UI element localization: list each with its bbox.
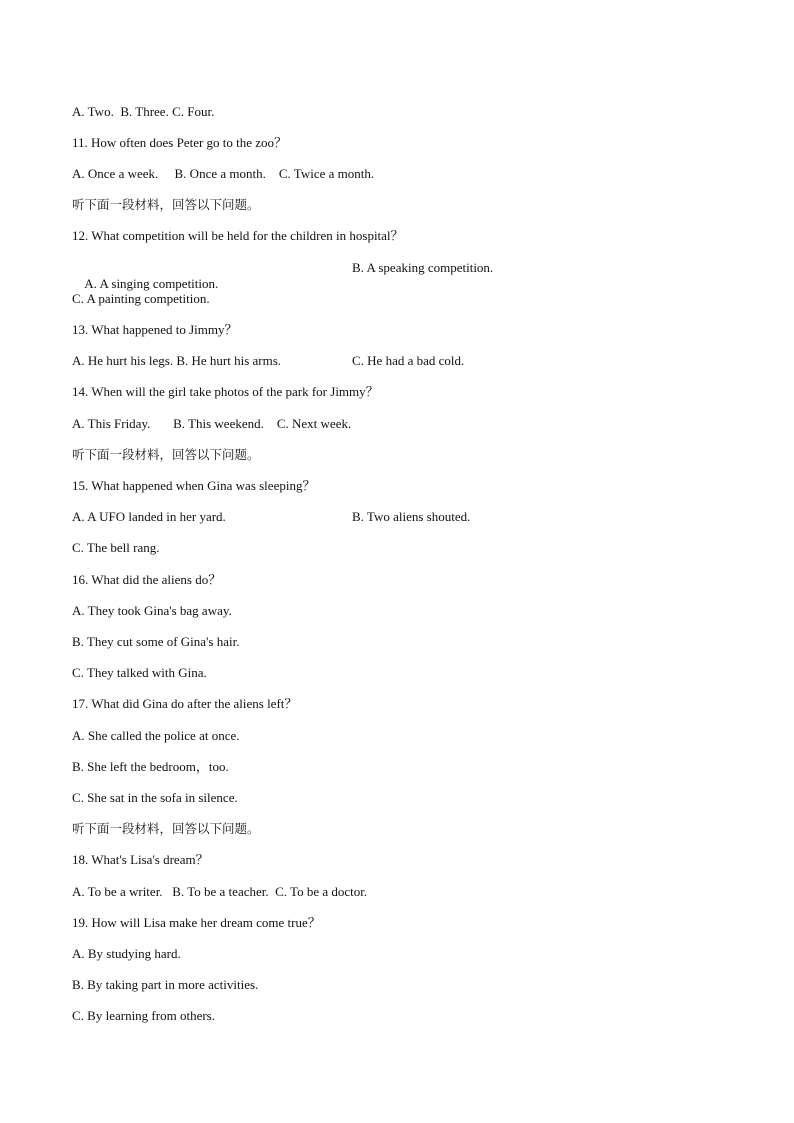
answer-option-a: A. They took Gina's bag away. <box>72 603 232 618</box>
answer-options: A. A UFO landed in her yard. <box>72 509 226 524</box>
answer-option-a: A. By studying hard. <box>72 946 181 961</box>
answer-option-c: C. She sat in the sofa in silence. <box>72 790 238 805</box>
question-17: 17. What did Gina do after the aliens left？ <box>72 696 298 711</box>
section-instruction: 听下面一段材料，回答以下问题。 <box>72 197 260 212</box>
question-12: 12. What competition will be held for the children in hospital？ <box>72 228 404 243</box>
answer-option-a: A. She called the police at once. <box>72 728 240 743</box>
question-13: 13. What happened to Jimmy？ <box>72 322 238 337</box>
question-19: 19. How will Lisa make her dream come true？ <box>72 915 321 930</box>
answer-options: A. He hurt his legs. B. He hurt his arms. <box>72 353 282 368</box>
section-instruction: 听下面一段材料，回答以下问题。 <box>72 447 260 462</box>
question-15: 15. What happened when Gina was sleeping？ <box>72 478 316 493</box>
answer-option-c: C. They talked with Gina. <box>72 665 207 680</box>
answer-option-c: C. The bell rang. <box>72 540 160 555</box>
answer-option-b: B. They cut some of Gina's hair. <box>72 634 240 649</box>
question-18: 18. What's Lisa's dream？ <box>72 852 209 867</box>
section-instruction: 听下面一段材料，回答以下问题。 <box>72 821 260 836</box>
answer-option-c: C. He had a bad cold. <box>352 353 465 368</box>
answer-option-b: B. Two aliens shouted. <box>352 509 471 524</box>
question-14: 14. When will the girl take photos of the park for Jimmy？ <box>72 384 379 399</box>
answer-options: A. This Friday. B. This weekend. C. Next week. <box>72 416 352 431</box>
answer-option-c: C. By learning from others. <box>72 1008 215 1023</box>
question-16: 16. What did the aliens do？ <box>72 572 222 587</box>
answer-option-c: C. A painting competition. <box>72 291 210 306</box>
answer-options: A. A singing competition. <box>84 276 219 291</box>
answer-options: A. To be a writer. B. To be a teacher. C. To be a doctor. <box>72 884 368 899</box>
answer-option-b: B. A speaking competition. <box>352 260 494 275</box>
answer-options: A. Two. B. Three. C. Four. <box>72 104 215 119</box>
question-11: 11. How often does Peter go to the zoo？ <box>72 135 288 150</box>
answer-options: A. Once a week. B. Once a month. C. Twice a month. <box>72 166 375 181</box>
answer-option-b: B. By taking part in more activities. <box>72 977 259 992</box>
answer-option-b: B. She left the bedroom，too. <box>72 759 229 774</box>
